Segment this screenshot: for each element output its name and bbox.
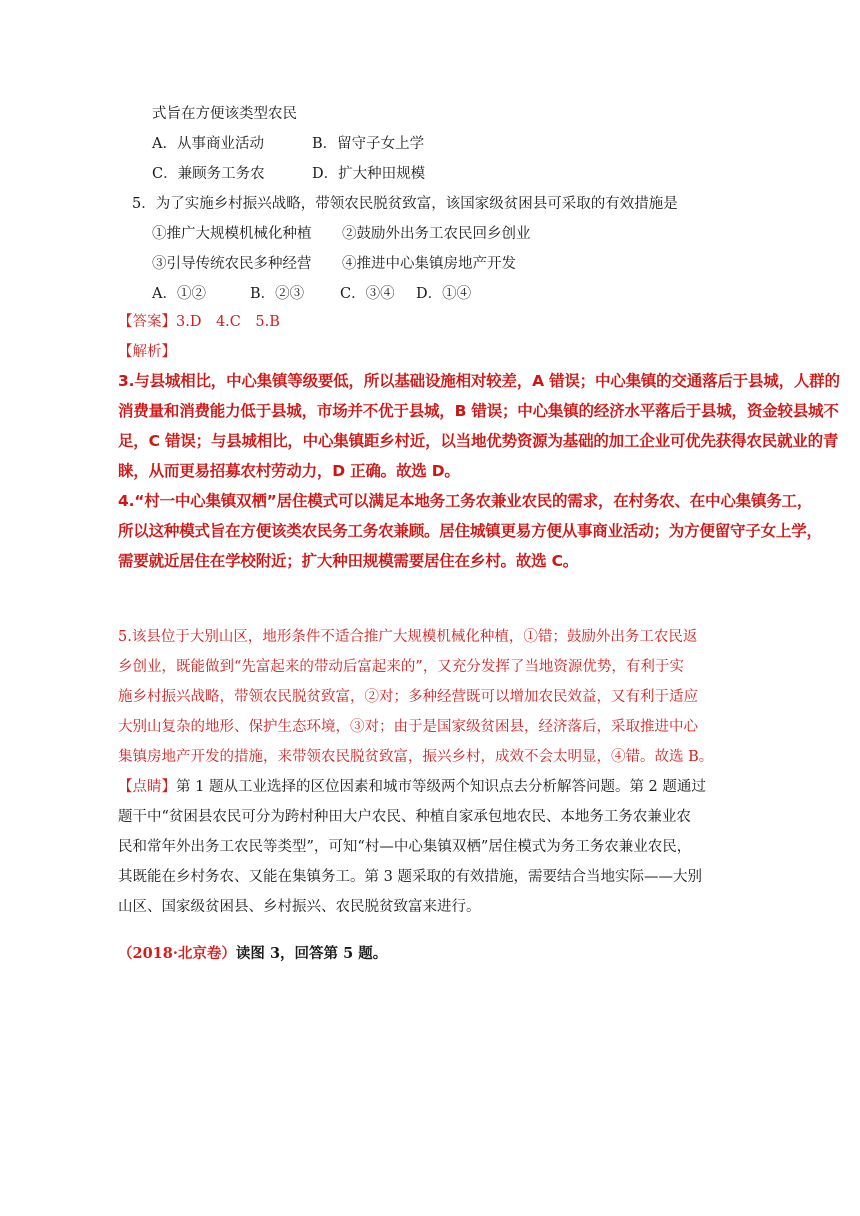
q5-option-c: C．③④	[340, 286, 395, 302]
analysis5-line-4: 大别山复杂的地形、保护生态环境，③对；由于是国家级贫困县，经济落后，采取推进中心	[118, 719, 698, 735]
q4-option-d: D．扩大种田规模	[312, 166, 426, 182]
analysis5-line-2: 乡创业，既能做到“先富起来的带动后富起来的”，又充分发挥了当地资源优势，有利于实	[118, 659, 684, 675]
analysis3-line-3: 足，C 错误；与县城相比，中心集镇距乡村近，以当地优势资源为基础的加工企业可优先获得农民就业的青	[118, 432, 839, 450]
tip-line-4: 其既能在乡村务农、又能在集镇务工。第 3 题采取的有效措施，需要结合当地实际——大别	[118, 869, 702, 885]
analysis-label: 【解析】	[118, 344, 176, 360]
next-question-source: （2018·北京卷）	[118, 945, 236, 962]
q5-option-b: B．②③	[250, 286, 305, 302]
analysis5-line-1: 5.该县位于大别山区，地形条件不适合推广大规模机械化种植，①错；鼓励外出务工农民返	[118, 629, 698, 645]
tip-line-1	[118, 777, 706, 797]
analysis3-line-2: 消费量和消费能力低于县城，市场并不优于县城，B 错误；中心集镇的经济水平落后于县城，资金较县城不	[118, 402, 839, 420]
analysis4-line-3: 需要就近居住在学校附近；扩大种田规模需要居住在乡村。故选 C。	[118, 552, 579, 570]
tip-line-5: 山区、国家级贫困县、乡村振兴、农民脱贫致富来进行。	[118, 899, 481, 915]
tip-label: 【点睛】	[118, 779, 176, 795]
tip-line-2: 题干中“贫困县农民可分为跨村种田大户农民、种植自家承包地农民、本地务工务农兼业农	[118, 809, 691, 825]
next-question-text: 读图 3，回答第 5 题。	[235, 945, 388, 962]
answer-text: 3.D 4.C 5.B	[176, 314, 280, 330]
analysis5-line-3: 施乡村振兴战略，带领农民脱贫致富，②对；多种经营既可以增加农民效益，又有利于适应	[118, 689, 698, 705]
q4-option-b: B．留守子女上学	[312, 136, 425, 152]
q5-item-2: ②鼓励外出务工农民回乡创业	[342, 226, 531, 242]
answer-line	[118, 312, 280, 332]
next-question-header	[118, 944, 387, 964]
analysis4-line-1: 4.“村一中心集镇双栖”居住模式可以满足本地务工务农兼业农民的需求，在村务农、在中心集镇务工，	[118, 492, 813, 510]
analysis3-line-1: 3.与县城相比，中心集镇等级要低，所以基础设施相对较差，A 错误；中心集镇的交通落后于县城，人群的	[118, 372, 840, 390]
q5-item-4: ④推进中心集镇房地产开发	[342, 256, 516, 272]
analysis5-line-5: 集镇房地产开发的措施，来带领农民脱贫致富，振兴乡村，成效不会太明显，④错。故选 B。	[118, 749, 714, 765]
q5-option-a: A．①②	[152, 286, 206, 302]
tip-line-3: 民和常年外出务工农民等类型”，可知“村—中心集镇双栖”居住模式为务工务农兼业农民，	[118, 839, 692, 855]
q4-stem-tail: 式旨在方便该类型农民	[152, 106, 297, 122]
q4-option-a: A．从事商业活动	[152, 136, 264, 152]
answer-label: 【答案】	[118, 314, 176, 330]
q5-item-3: ③引导传统农民多种经营	[152, 256, 312, 272]
q5-item-1: ①推广大规模机械化种植	[152, 226, 312, 242]
analysis4-line-2: 所以这种模式旨在方便该类农民务工务农兼顾。居住城镇更易方便从事商业活动；为方便留守子女上学，	[118, 522, 822, 540]
analysis3-line-4: 睐，从而更易招募农村劳动力，D 正确。故选 D。	[118, 462, 460, 480]
tip-text-1: 第 1 题从工业选择的区位因素和城市等级两个知识点去分析解答问题。第 2 题通过	[176, 779, 706, 795]
q5-option-d: D．①④	[416, 286, 472, 302]
q5-stem: 5．为了实施乡村振兴战略，带领农民脱贫致富，该国家级贫困县可采取的有效措施是	[132, 196, 678, 212]
q4-option-c: C．兼顾务工务农	[152, 166, 265, 182]
